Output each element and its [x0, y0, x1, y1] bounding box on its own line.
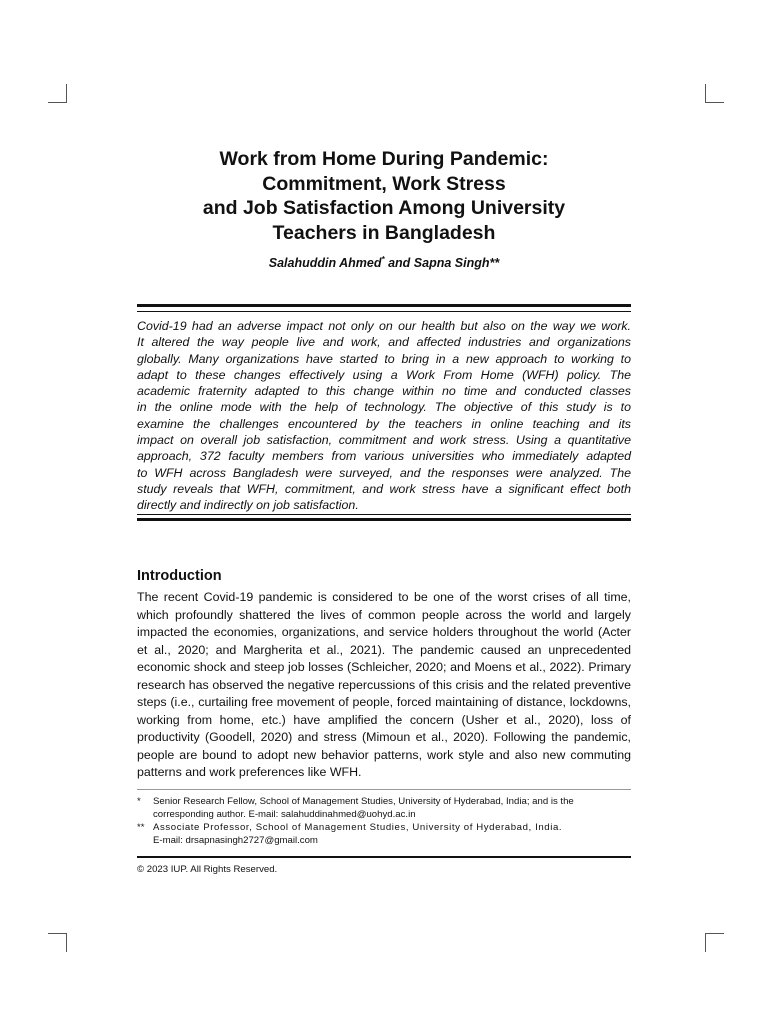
- intro-line: economic shock and steep job losses (Schleicher, 2020; and Moens et al., 2022). Primary: [137, 660, 631, 674]
- crop-mark-bottom-left: [48, 933, 67, 952]
- intro-paragraph: [137, 589, 631, 782]
- abstract-line: It altered the way people live and work, and affected industries and organizations: [137, 335, 631, 350]
- title-line: Work from Home During Pandemic:: [219, 148, 549, 170]
- abstract-line: adapt to these changes effectively using a Work From Home (WFH) policy. The: [137, 367, 631, 382]
- abstract-line: examine the challenges encountered by the teachers in online teaching and its: [137, 416, 631, 431]
- intro-line: research has observed the negative repercussions of this crisis and the related preventive: [137, 677, 631, 692]
- footnote: [137, 822, 631, 847]
- abstract-line: in the online mode with the help of technology. The objective of this study is to: [137, 400, 631, 415]
- author-name: Sapna Singh: [413, 256, 490, 271]
- section-heading: Introduction: [137, 568, 222, 584]
- footnote: [137, 796, 631, 821]
- footnote-line: corresponding author. E-mail: salahuddinahmed@uohyd.ac.in: [153, 808, 416, 820]
- abstract-bottom-rule-thin: [137, 514, 631, 515]
- page-bottom-rule: [137, 856, 631, 858]
- intro-line: people are bound to adopt new behavior patterns, work style and also new commuting: [137, 747, 631, 762]
- abstract-line: globally. Many organizations have started to bring in a new approach to working to: [137, 351, 631, 366]
- footnote-mark: **: [137, 822, 145, 833]
- title-line: Commitment, Work Stress: [262, 172, 506, 195]
- title-line: Teachers in Bangladesh: [272, 221, 496, 244]
- abstract-bottom-rule-thick: [137, 518, 631, 521]
- author-footnote-mark: *: [381, 255, 385, 264]
- abstract-line: approach, 372 faculty members from various universities who immediately adapted: [137, 449, 631, 464]
- author-footnote-mark: **: [489, 256, 500, 271]
- author-connector: and: [384, 256, 414, 271]
- intro-line: working from home, etc.) have amplified the concern (Usher et al., 2020), loss of: [137, 712, 631, 727]
- footnote-line: Senior Research Fellow, School of Management Studies, University of Hyderabad, India; and is the: [153, 796, 574, 807]
- abstract-line: study reveals that WFH, commitment, and work stress have a significant effect both: [137, 481, 631, 496]
- intro-line: patterns and work preferences like WFH.: [137, 765, 362, 779]
- crop-mark-top-left: [48, 84, 67, 103]
- crop-mark-top-right: [705, 84, 724, 103]
- abstract-line: academic fraternity adapted to this change within no time and conducted classes: [137, 384, 631, 399]
- intro-line: The recent Covid-19 pandemic is considered to be one of the worst crises of all time,: [137, 590, 631, 604]
- intro-line: which profoundly shattered the lives of common people across the world and largely: [137, 607, 631, 622]
- author-name: Salahuddin Ahmed: [268, 256, 382, 271]
- abstract-line: Covid-19 had an adverse impact not only on our health but also on the way we work.: [137, 319, 631, 333]
- crop-mark-bottom-right: [705, 933, 724, 952]
- abstract-line: impact on overall job satisfaction, commitment and work stress. Using a quantitative: [137, 433, 631, 448]
- intro-line: et al., 2020; and Margherita et al., 2021). The pandemic caused an unprecedented: [137, 642, 631, 657]
- footnote-line: Associate Professor, School of Management Studies, University of Hyderabad, India.: [153, 822, 563, 833]
- paper-title: [137, 147, 631, 245]
- abstract-top-rule-thin: [137, 311, 631, 312]
- copyright-notice: © 2023 IUP. All Rights Reserved.: [137, 864, 278, 875]
- footnote-divider: [137, 789, 631, 790]
- intro-line: productivity (Goodell, 2020) and stress (Mimoun et al., 2020). Following the pandemic,: [137, 730, 631, 744]
- abstract-line: to WFH across Bangladesh were surveyed, and the responses were analyzed. The: [137, 465, 631, 480]
- footnote-line: E-mail: drsapnasingh2727@gmail.com: [153, 834, 318, 846]
- abstract: [137, 318, 631, 514]
- intro-line: impacted the economies, organizations, and service holders throughout the world (Acter: [137, 625, 631, 639]
- author-line: [137, 255, 631, 270]
- abstract-top-rule-thick: [137, 304, 631, 307]
- intro-line: steps (i.e., curtailing free movement of people, forced maintaining of distance, lockdowns,: [137, 695, 631, 709]
- title-line: and Job Satisfaction Among University: [202, 197, 566, 219]
- footnote-mark: *: [137, 796, 141, 807]
- abstract-line: directly and indirectly on job satisfaction.: [137, 498, 359, 513]
